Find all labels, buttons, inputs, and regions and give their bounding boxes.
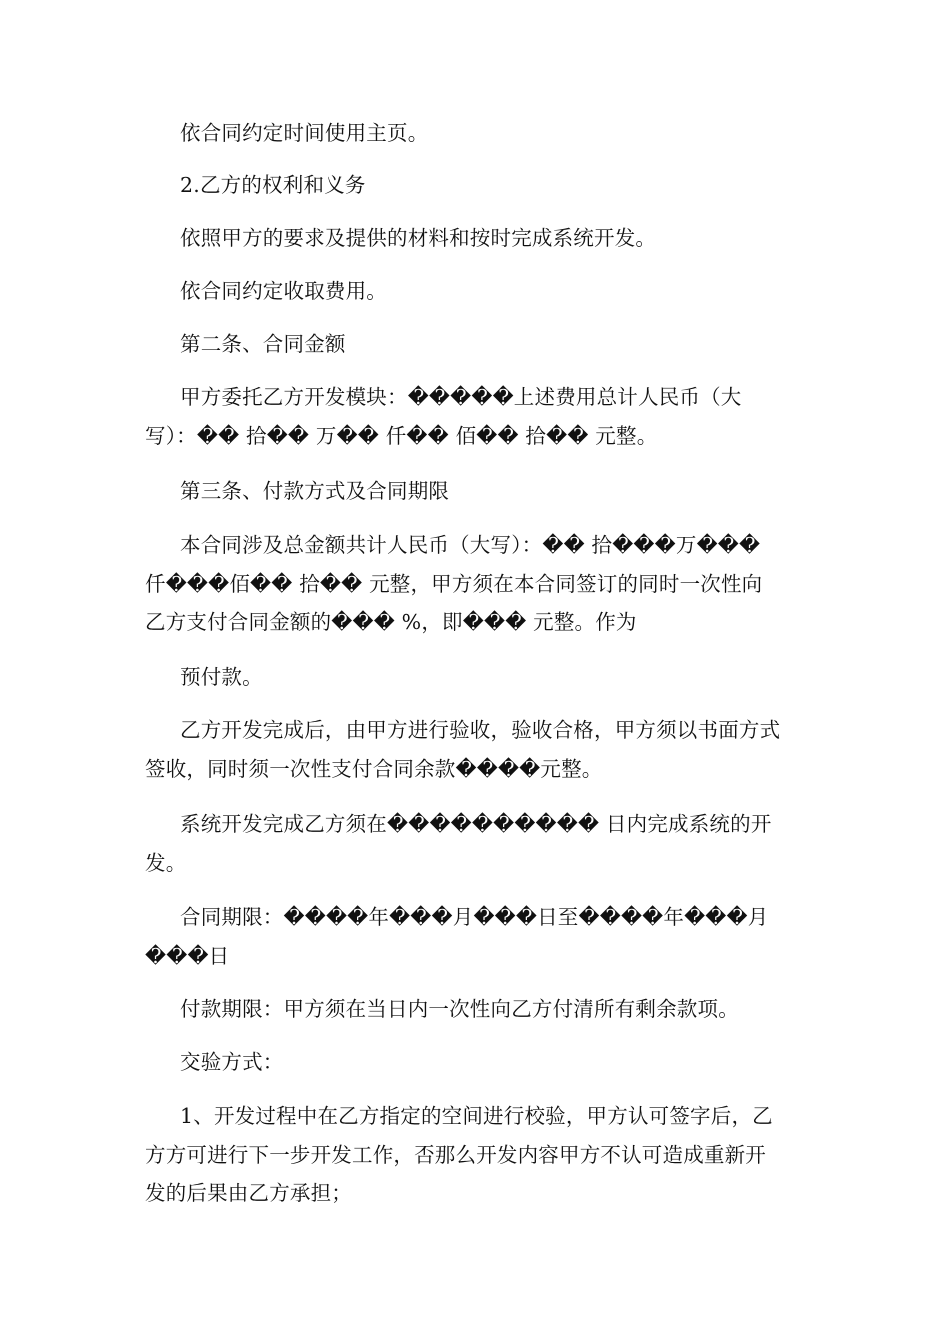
text-line: 乙方开发完成后，由甲方进行验收，验收合格，甲方须以书面方式	[180, 718, 781, 742]
paragraph-total-amount	[145, 526, 810, 642]
text-line: 甲方委托乙方开发模块：�����上述费用总计人民币（大	[180, 385, 742, 409]
paragraph-payment-term	[145, 990, 810, 1029]
text-line: 乙方支付合同金额的��� %，即��� 元整。作为	[145, 610, 637, 634]
text-line: 合同期限：����年���月���日至����年���月	[180, 905, 769, 929]
text-line: 发。	[145, 850, 187, 875]
text-line: 系统开发完成乙方须在���������� 日内完成系统的开	[180, 812, 772, 836]
text-line: 付款期限：甲方须在当日内一次性向乙方付清所有剩余款项。	[180, 997, 739, 1021]
text-line: 写）：�� 拾�� 万�� 仟�� 佰�� 拾�� 元整。	[145, 423, 658, 448]
text-line: 依照甲方的要求及提供的材料和按时完成系统开发。	[180, 226, 657, 250]
paragraph-contract-amount	[145, 378, 810, 455]
text-line: 发的后果由乙方承担；	[145, 1181, 352, 1205]
text-line: ���日	[145, 943, 230, 968]
paragraph-complete-development	[145, 219, 810, 258]
paragraph-collect-fees	[145, 272, 810, 311]
text-line: 本合同涉及总金额共计人民币（大写）：�� 拾���万���	[180, 533, 761, 557]
text-line: 第二条、合同金额	[180, 332, 346, 356]
text-line: 签收，同时须一次性支付合同余款����元整。	[145, 756, 603, 781]
paragraph-inspection-item-1	[145, 1097, 810, 1213]
text-line: 方方可进行下一步开发工作，否那么开发内容甲方不认可造成重新开	[145, 1142, 766, 1167]
paragraph-contract-term	[145, 898, 810, 975]
text-line: 1、开发过程中在乙方指定的空间进行校验，甲方认可签字后，乙	[180, 1104, 773, 1128]
text-line: 第三条、付款方式及合同期限	[180, 479, 450, 503]
text-line: 交验方式：	[180, 1050, 284, 1074]
paragraph-development-deadline	[145, 805, 810, 882]
paragraph-use-homepage	[145, 114, 810, 153]
paragraph-inspection-method	[145, 1043, 810, 1082]
heading-article-two	[145, 325, 810, 364]
paragraph-prepayment	[145, 658, 810, 697]
heading-party-b-rights	[145, 166, 810, 205]
heading-article-three	[145, 472, 810, 511]
text-line: 预付款。	[180, 665, 263, 689]
text-line: 仟���佰�� 拾�� 元整，甲方须在本合同签订的同时一次性向	[145, 571, 763, 596]
text-line: 依合同约定收取费用。	[180, 279, 387, 303]
text-line: 2.乙方的权利和义务	[180, 173, 366, 197]
text-line: 依合同约定时间使用主页。	[180, 121, 429, 145]
paragraph-acceptance	[145, 711, 810, 788]
